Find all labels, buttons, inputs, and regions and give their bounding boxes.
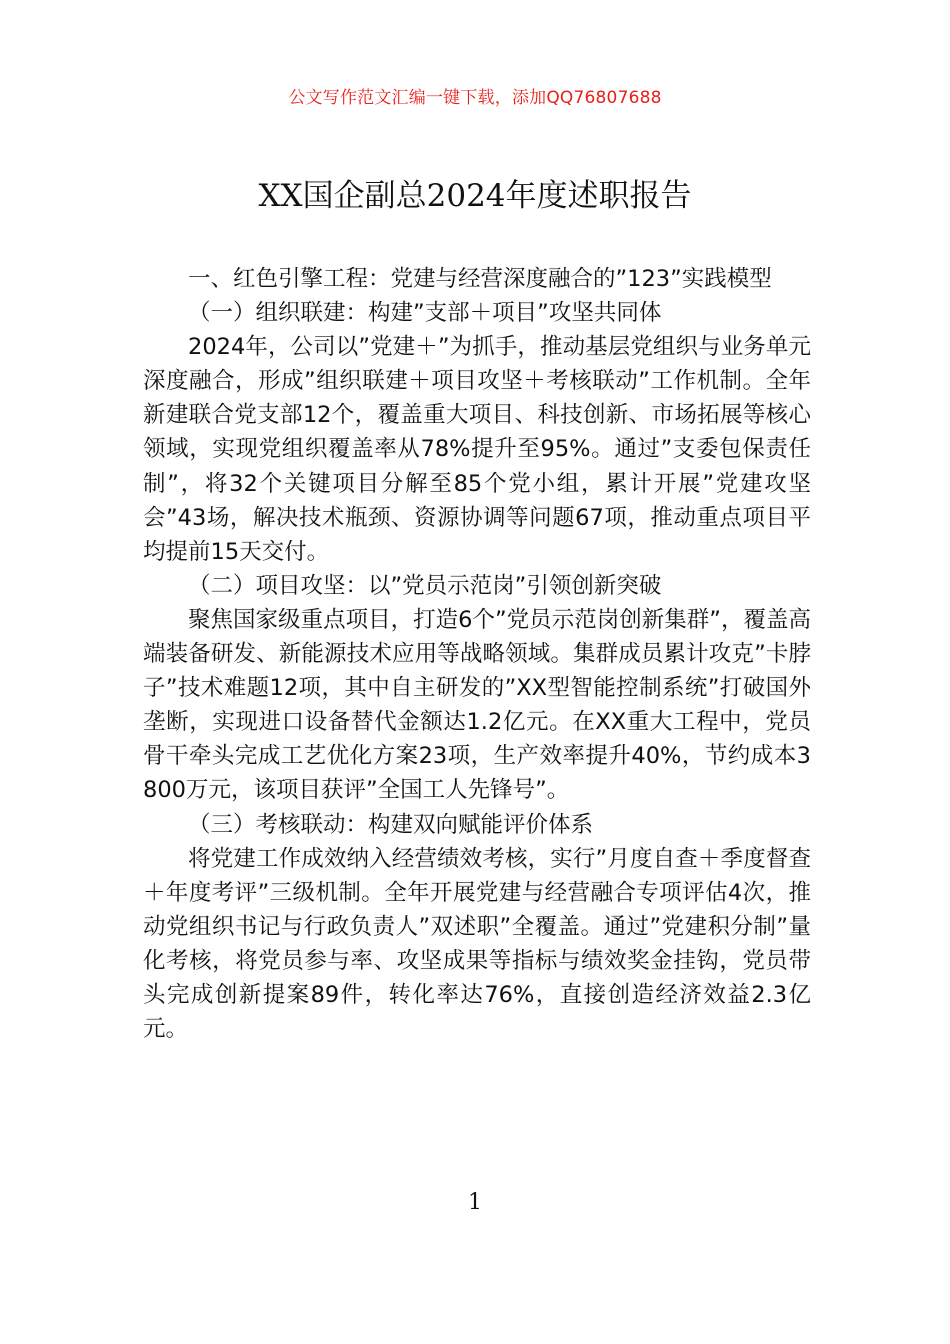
- watermark-banner: 公文写作范文汇编一键下载，添加QQ76807688: [288, 88, 662, 108]
- subsection-heading: （一）组织联建：构建”支部＋项目”攻坚共同体: [188, 300, 662, 327]
- subsection-heading: （二）项目攻坚：以”党员示范岗”引领创新突破: [188, 572, 662, 599]
- page-number: 1: [468, 1190, 482, 1215]
- section-heading: 一、红色引擎工程：党建与经营深度融合的”123”实践模型: [188, 266, 772, 292]
- document-title: XX国企副总2024年度述职报告: [258, 178, 692, 214]
- subsection-heading: （三）考核联动：构建双向赋能评价体系: [188, 811, 594, 838]
- body-paragraph: 聚焦国家级重点项目，打造6个”党员示范岗创新集群”，覆盖高端装备研发、新能源技术应用等战略领域。集群成员累计攻克”卡脖子”技术难题12项，其中自主研发的”XX型智能控制系统”打破国外垄断，实现进口设备替代金额达1.2亿元。在XX重大工程中，党员骨干牵头完成工艺优化方案23项，生产效率提升40%，节约成本3800万元，该项目获评”全国工人先锋号”。: [143, 606, 811, 804]
- document-body: [143, 262, 811, 1046]
- body-paragraph: 将党建工作成效纳入经营绩效考核，实行”月度自查＋季度督查＋年度考评”三级机制。全年开展党建与经营融合专项评估4次，推动党组织书记与行政负责人”双述职”全覆盖。通过”党建积分制”量化考核，将党员参与率、攻坚成果等指标与绩效奖金挂钩，党员带头完成创新提案89件，转化率达76%，直接创造经济效益2.3亿元。: [143, 845, 811, 1043]
- body-paragraph: 2024年，公司以”党建＋”为抓手，推动基层党组织与业务单元深度融合，形成”组织联建＋项目攻坚＋考核联动”工作机制。全年新建联合党支部12个，覆盖重大项目、科技创新、市场拓展等核心领域，实现党组织覆盖率从78%提升至95%。通过”支委包保责任制”，将32个关键项目分解至85个党小组，累计开展”党建攻坚会”43场，解决技术瓶颈、资源协调等问题67项，推动重点项目平均提前15天交付。: [143, 334, 811, 565]
